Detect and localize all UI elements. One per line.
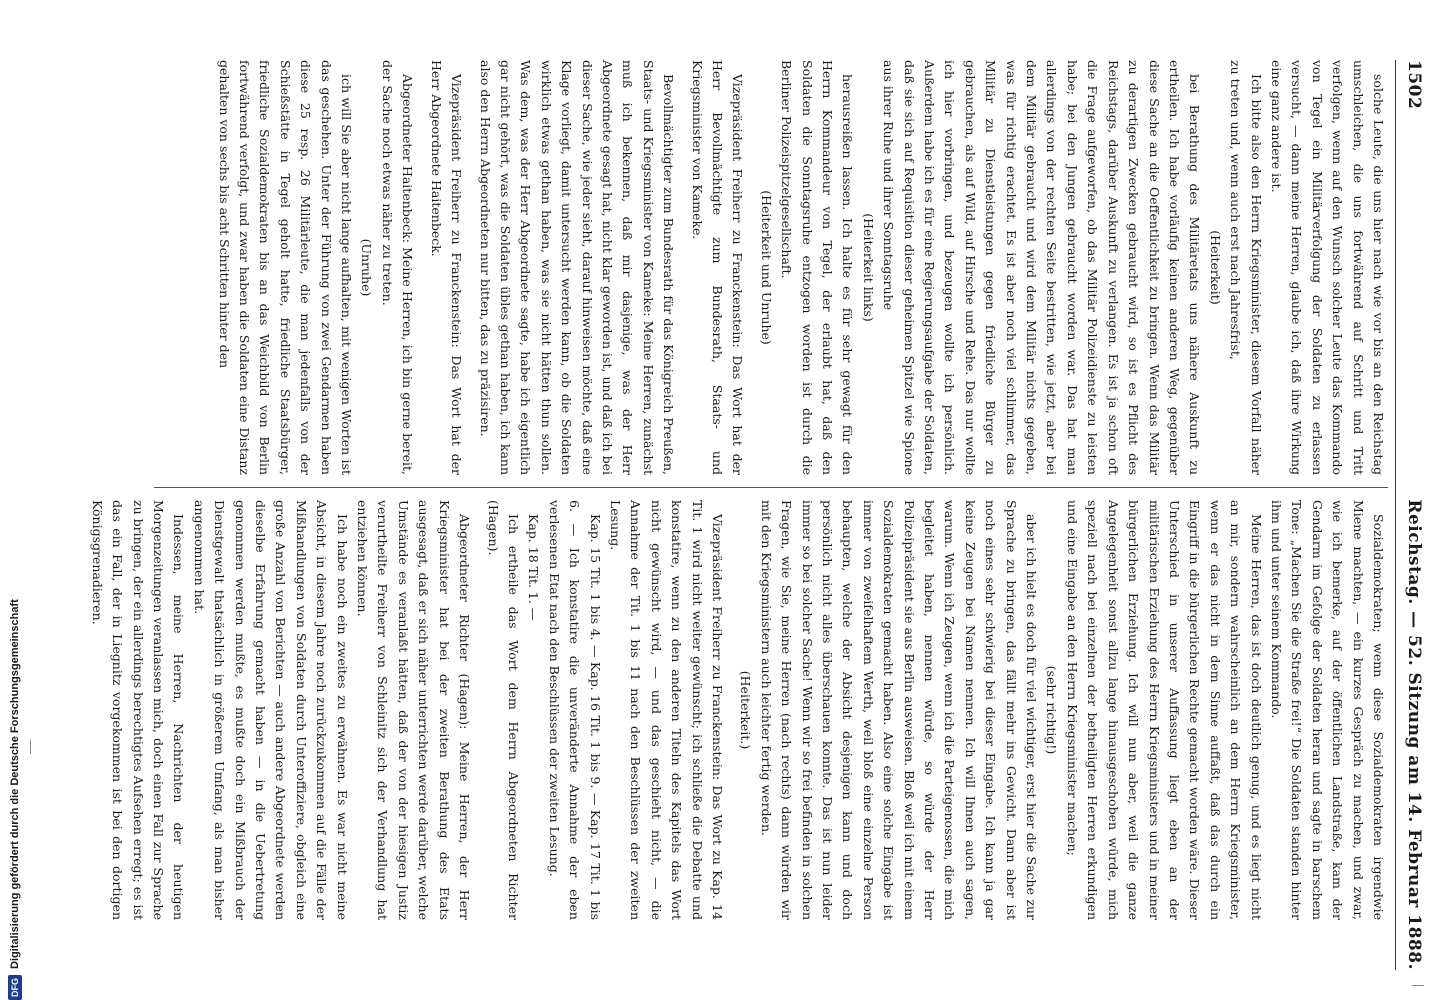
paragraph: ich will Sie aber nicht lange aufhalten, mit wenigen Worten ist das geschehen. Unter der Führung von zwei Gendarmen haben diese 25 resp. 26 Militärleute, die man jedenfalls von der Schießstätte in Tegel geholt hatte, friedliche Staatsbürger, friedliche Sozialdemokraten bis an das Weichbild von Berlin fortwährend verfolgt, und zwar haben die Soldaten eine Distanz gehalten von sechs bis acht Schritten hinter den <box>216 60 355 475</box>
speaker-paragraph: Abgeordneter Richter (Hagen): Meine Herren, der Herr Kriegsminister hat bei der zweiten Berathung des Etats ausgesagt, daß er sich näher unterrichten werde darüber, welche Umstände es veranlaßt hätten, daß der von der hiesigen Justiz verurtheilte Freiherr von Schleinitz sich der Verhandlung hat entziehen können. <box>355 500 473 920</box>
paragraph: Indessen, meine Herren, Nachrichten der heutigen Morgenzeitungen veranlassen mich, doch einen Fall zur Sprache zu bringen, der ein allerdings berechtigtes Aufsehen erregt; es ist das ein Fall, der in Liegnitz vorgekommen ist bei den dortigen Königsgrenadieren. <box>89 500 187 920</box>
paragraph: herausreißen lassen. Ich halte es für sehr gewagt für den Herrn Kommandeur von Tegel, der erlaubt hat, daß den Soldaten die Sonntagsruhe entzogen worden ist durch die Berliner Polizeispitzelgesellschaft. <box>779 60 856 475</box>
speaker-paragraph: Vizepräsident Freiherr zu Franckenstein: Das Wort hat der Herr Abgeordnete Haitenbeck. <box>428 60 465 475</box>
dfg-logo: DFG <box>8 975 22 1000</box>
text-column-right <box>89 500 1388 920</box>
scanned-page <box>89 0 1432 1000</box>
speaker-paragraph: Abgeordneter Haitenbeck: Meine Herren, ich bin gerne bereit, der Sache noch etwas näher zu treten. <box>379 60 416 475</box>
paragraph: Meine Herren, das ist doch deutlich genug, und es liegt nicht an mir, sondern wahrscheinlich an dem Herrn Kriegsminister, wenn er das nicht in dem Sinne auffaßt, daß das durch ein Eingriff in die bürgerlichen Rechte gemacht worden wäre. Dieser Unterschied in unserer Auffassung liegt eben an der militärischen Erziehung des Herrn Kriegsministers und in meiner bürgerlichen Erziehung. Ich will nun aber, weil die ganze Angelegenheit sonst allzu lange hinausgeschoben würde, mich speziell nach bei einzelnen der betheiligten Herren erkundigen und eine Eingabe an den Herrn Kriegsminister machen; <box>1064 500 1264 920</box>
header-rule <box>1395 60 1396 970</box>
speaker-paragraph: Bevollmächtigter zum Bundesrath für das Königreich Preußen, Staats- und Kriegsminister von Kameke: Meine Herren, zunächst muß ich bekennen, daß mir dasjenige, was der Herr Abgeordnete gesagt hat, nicht klar geworden ist, und daß ich bei dieser Sache, wie jeder sieht, darauf hinweisen möchte, daß eine Klage vorliegt, damit untersucht werden kann, ob die Soldaten wirklich etwas gethan haben, was sie nicht hätten thun sollen. Was dem, was der Herr Abgeordnete sagte, habe ich eigentlich gar nicht gehört, was die Soldaten übles gethan haben, ich kann also den Herrn Abgeordneten nur bitten, das zu präzisiren. <box>477 60 677 475</box>
paragraph: Sozialdemokraten; wenn diese Sozialdemokraten irgendwie Miene machten, — ein kurzes Gespräch zu machen, und zwar, wie ich bemerke, auf der öffentlichen Landstraße, kam der Gendarm im Gefolge der Soldaten heran und sagte in barschem Tone: „Machen Sie die Straße frei!“ Die Soldaten standen hinter ihm und unter seinem Kommando. <box>1268 500 1386 920</box>
page-header <box>1396 60 1424 970</box>
interjection: (Heiterkeit links) <box>860 213 876 322</box>
page-number: 1502 <box>1404 60 1424 110</box>
paragraph: Kap. 15 Tit. 1 bis 4. — Kap. 16 Tit. 1 bis 9. — Kap. 17 Tit. 1 bis 6. — Ich konstatire die unveränderte Annahme der eben verlesenen Etat nach den Beschlüssen der zweiten Lesung. <box>546 500 603 920</box>
crop-mark <box>30 740 31 754</box>
interjection: (Heiterkeit.) <box>738 670 754 750</box>
speaker-paragraph: Vizepräsident Freiherr zu Franckenstein: Das Wort hat der Herr Bevollmächtigte zum Bundesrath, Staats- und Kriegsminister von Kameke. <box>689 60 746 475</box>
paragraph: bei Berathung des Militäretats uns nähere Auskunft zu ertheilen. Ich habe vorläufig keinen anderen Weg, gegenüber diese Sache an die Oeffentlichkeit zu bringen. Wenn das Militär zu derartigen Zwecken gebraucht wird, so ist es Pflicht des Reichstags, darüber Auskunft zu verlangen. Es ist ja schon oft die Frage aufgeworfen, ob das Militär Polizeidienste zu leisten habe; bei den Jungen gebraucht worden war. Das hat man allerdings von der rechten Seite bestritten, wie jetzt, aber bei dem Militär gebraucht und wird dem Militär nichts gegeben, was für richtig erachtet. Es ist aber noch viel schlimmer, das Militär zu Dienstleistungen gegen friedliche Bürger zu gebrauchen, als auf Wild, auf Hirsche und Rehe. Das nur wollte ich hier vorbringen, und bezeugen wollte ich persönlich. Außerdem habe ich es für eine Regierungsaufgabe der Soldaten, daß sie sich auf Requisition dieser geheimen Spitzel wie Spione aus ihrer Ruhe und ihrer Sonntagsruhe <box>881 60 1203 475</box>
interjection: (Unruhe) <box>359 238 375 297</box>
footer-credit <box>4 0 26 1000</box>
interjection: (Heiterkeit und Unruhe) <box>758 190 774 345</box>
interjection: (Heiterkeit) <box>1207 230 1223 305</box>
paragraph: solche Leute, die uns hier nach wie vor bis an den Reichstag umschleichen, die uns fortwährend auf Schritt und Tritt verfolgen, wenn auf den Wunsch solcher Leute das Kommando von Tegel ein Militärverfolgung der Soldaten zu erlassen versucht, — dann meine Herren, glaube ich, daß ihre Wirkung eine ganz andere ist. <box>1268 60 1386 475</box>
paragraph: aber ich hielt es doch für viel wichtiger, erst hier die Sache zur Sprache zu bringen, das fällt mehr ins Gewicht. Dann aber ist noch eines sehr schwierig bei dieser Eingabe. Ich kann ja gar keine Zeugen bei Namen nennen. Ich will Ihnen auch sagen, warum. Wenn ich Zeugen, wenn ich die Parteigenossen, die mich begleitet haben, nennen würde, so würde der Herr Polizeipräsident sie aus Berlin ausweisen. Bloß weil ich mit einem Sozialdemokraten gemacht haben. Also eine solche Eingabe ist immer von zweifelhaftem Werth, weil bloß eine einzelne Person behaupten, welche der Absicht desjenigen kann und doch persönlich nicht alles überschauen konnte. Das ist nun leider immer so bei solcher Sache! Wenn wir so frei befinden in solchen Fragen, wie Sie, meine Herren (nach rechts) dann würden wir mit den Kriegsministern auch leichter fertig werden. <box>758 500 1040 920</box>
text-column-left <box>154 60 1388 475</box>
column-divider <box>154 487 1388 488</box>
footer-credit-text: Digitalisierung gefördert durch die Deutsche Forschungsgemeinschaft <box>9 599 21 969</box>
paragraph: Ich ertheile das Wort dem Herrn Abgeordneten Richter (Hagen). <box>485 500 521 920</box>
interjection: (sehr richtig!) <box>1044 665 1060 755</box>
paragraph: Ich bitte also den Herrn Kriegsminister, diesem Vorfall näher zu treten und, wenn auch erst nach Jahresfrist, <box>1228 60 1264 475</box>
paragraph: Kap. 18 Tit. 1. — <box>526 514 542 621</box>
speaker-paragraph: Vizepräsident Freiherr zu Franckenstein: Das Wort zu Kap. 14 Tit. 1 wird nicht weiter gewünscht; ich schließe die Debatte und konstatire, wenn zu den anderen Titeln des Kapitels das Wort nicht gewünscht wird, — und das geschieht nicht, — die Annahme der Tit. 1 bis 11 nach den Beschlüssen der zweiten Lesung. <box>607 500 725 920</box>
paragraph: Ich habe noch ein zweites zu erwähnen. Es war nicht meine Absicht, in diesem Jahre noch zurückzukommen auf die Fälle der Mißhandlungen von Soldaten durch Unteroffiziere, obgleich eine große Anzahl von Berichten — auch andere Abgeordnete werden dieselbe Erfahrung gemacht haben — in die Uebertretung genommen werden mußte, es mußte doch ein Mißbrauch der Dienstgewalt thatsächlich in größerem Umfang, als man bisher angenommen hat. <box>191 500 350 920</box>
page-title: Reichstag. — 52. Sitzung am 14. Februar 1888. <box>1404 499 1424 970</box>
digitization-footer <box>0 0 32 1000</box>
